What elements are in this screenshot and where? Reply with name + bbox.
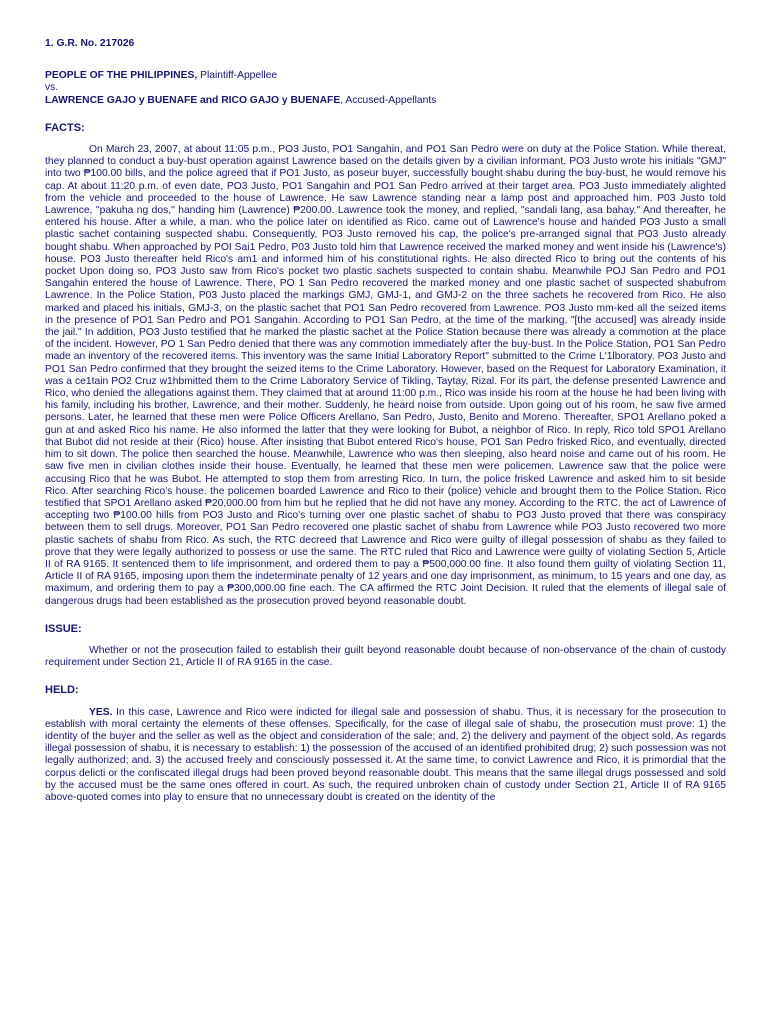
held-paragraph [45,707,726,805]
held-text: In this case, Lawrence and Rico were indicted for illegal sale and possession of shabu. Thus, it is necessary for the prosecution to establish with moral certainty the elements of these offenses. Specifically, for the case of illegal sale of shabu, the prosecution must prove: 1) the identity of the buyer and the seller as well as the object and consideration of the sale; and, 2) the delivery and payment of the object sold. As regards illegal possession of shabu, it is necessary to establish: 1) the possession of the accused of an identified prohibited drug; 2) such possession was not legally authorized; and. 3) the accused freely and consciously possessed it. At the same time, to convict Lawrence and Rico, it is primordial that the corpus delicti or the confiscated illegal drugs had been proved beyond reasonable doubt. This means that the same illegal drugs possessed and sold by the accused must be the same ones offered in court. As such, the required unbroken chain of custody under Section 21, Article II of RA 9165 above-quoted comes into play to ensure that no unnecessary doubt is created on the identity of the [45,706,726,803]
facts-heading: FACTS: [45,121,85,134]
held-answer: YES. [89,706,113,718]
plaintiff-role: Plaintiff-Appellee [200,70,278,82]
held-heading: HELD: [45,684,79,697]
case-parties [45,70,726,107]
accused-line [45,95,726,107]
accused-names: LAWRENCE GAJO y BUENAFE and RICO GAJO y BUENAFE [45,94,341,106]
issue-heading: ISSUE: [45,622,82,635]
versus-line: vs. [45,82,59,94]
case-number: 1. G.R. No. 217026 [45,38,135,49]
issue-paragraph: Whether or not the prosecution failed to establish their guilt beyond reasonable doubt because of non-observance of the chain of custody requirement under Section 21, Article II of RA 9165 in the case. [45,644,726,669]
plaintiff-name: PEOPLE OF THE PHILIPPINES, [45,70,198,82]
plaintiff-line [45,70,726,82]
accused-role: , Accused-Appellants [340,94,437,106]
facts-paragraph: On March 23, 2007, at about 11:05 p.m., PO3 Justo, PO1 Sangahin, and PO1 San Pedro were on duty at the Police Station. While thereat, they planned to conduct a buy-bust operation against Lawrence based on the details given by a civilian informant. PO3 Justo wrote his initials "GMJ" into two ₱100.00 bills, and the police agreed that if PO1 Justo, as poseur buyer, successfully bought shabu during the buy-bust, he would remove his cap. At about 11:20 p.m. of even date, PO3 Justo, PO1 Sangahin and PO1 San Pedro arrived at their target area. PO3 Justo immediately alighted from the vehicle and proceeded to the house of Lawrence. He saw Lawrence standing near a lamp post and approached him. P03 Justo told Lawrence, "pakuha ng dos," handing him (Lawrence) ₱200.00. Lawrence took the money, and replied, "sandali lang, asa bahay." And thereafter, he entered his house. After a while, a man. who the police later on identified as Rico. came out of Lawrence's house and handed PO3 Justo a small plastic sachet containing suspected shabu. Consequently, PO3 Justo removed his cap, the police's pre-arranged signal that PO3 Justo already bought shabu. When approached by POI Sai1 Pedro, P03 Justo told him that Lawrence received the marked money and went inside his (Lawrence's) house. PO3 Justo thereafter held Rico's am1 and informed him of his constitutional rights. He also directed Rico to bring out the contents of his pocket Upon doing so, PO3 Justo saw from Rico's pocket two plastic sachets suspected to contain shabu. Meanwhile POJ San Pedro and PO1 Sangahin entered the house of Lawrence. There, PO 1 San Pedro recovered the marked money and one plastic sachet of suspected shabufrom Lawrence. In the Police Station, P03 Justo placed the markings GMJ, GMJ-1, and GMJ-2 on the three sachets he recovered from Rico. He also marked and placed his initials, GMJ-3, on the plastic sachet that PO1 San Pedro recovered from Lawrence. PO3 Justo mm-ked all the seized items in the presence of PO1 San Pedro and PO1 Sangahin. According to PO1 San Pedro, at the time of the marking, "[the accused] was already inside the jail." In addition, PO3 Justo testified that he marked the plastic sachet at the Police Station because there was already a commotion at the place of the incident. However, PO 1 San Pedro denied that there was any commotion immediately after the buy-bust. In the Police Station, PO1 San Pedro made an inventory of the recovered items. This inventory was the same Initial Laboratory Report" submitted to the Crime L'1lboratory. PO3 Justo and PO1 San Pedro confirmed that they brought the seized items to the Crime Laboratory. However, based on the Request for Laboratory Examination, it was a ce1tain PO2 Cruz w1hbmitted them to the Crime Laboratory Service of Tikling, Taytay, Rizal. For its part, the defense presented Lawrence and Rico, who denied the allegations against them. They claimed that at around 11:00 p.m., Rico was inside his room at the house he had been living with his family, including his brother, Lawrence, and their mother. Suddenly, he heard noise from outside. Upon going out of his room, he saw five armed persons. Later, he learned that these men were Police Officers Arellano, San Pedro, Justo, Benito and Moreno. Thereafter, SPO1 Arellano poked a gun at and asked Rico his name. He also informed the latter that they were looking for Bubot, a neighbor of Rico. In reply, Rico told SPO1 Arellano that Bubot did not reside at their (Rico) house. After insisting that Bubot entered Rico's house, PO1 San Pedro frisked Rico, and eventually, directed him to sit down. The police then searched the house. Meanwhile, Lawrence who was then sleeping, also heard noise and came out of his room. He saw five men in civilian clothes inside their house. Eventually, he learned that these men were policemen. Lawrence saw that the police were accusing Rico that he was Bubot. He attempted to stop them from arresting Rico. In turn, the police frisked Lawrence and asked him to sit beside Rico. After searching Rico's house. the policemen boarded Lawrence and Rico to their (police) vehicle and brought them to the Police Station. Rico testified that SPO1 Arellano asked ₱20,000.00 from him but he replied that he did not have any money. According to the RTC. the act of Lawrence of accepting two ₱100.00 hills from PO3 Justo and Rico's turning over one plastic sachet of shabu to PO3 Justo proved that there was conspiracy between them to sell drugs. Moreover, PO1 San Pedro recovered one plastic sachet of shabu from Lawrence while PO3 Justo recovered two more plastic sachets of shabu from Rico. As such, the RTC decreed that Lawrence and Rico were guilty of illegal possession of shabu as they failed to prove that they were legally authorized to possess or use the same. The RTC ruled that Rico and Lawrence were guilty of violating Section 5, Article II of RA 9165. It sentenced them to life imprisonment, and ordered them to pay a ₱500,000.00 fine. It also found them guilty of violating Section 11, Article II of RA 9165, imposing upon them the indeterminate penalty of 12 years and one day imprisonment, as minimum, to 15 years and one day, as maximum, and ordering them to pay a ₱300,000.00 fine each. The CA affirmed the RTC Joint Decision. It ruled that the elements of illegal sale of dangerous drugs had been established as the prosecution proved beyond reasonable doubt. [45,144,726,607]
